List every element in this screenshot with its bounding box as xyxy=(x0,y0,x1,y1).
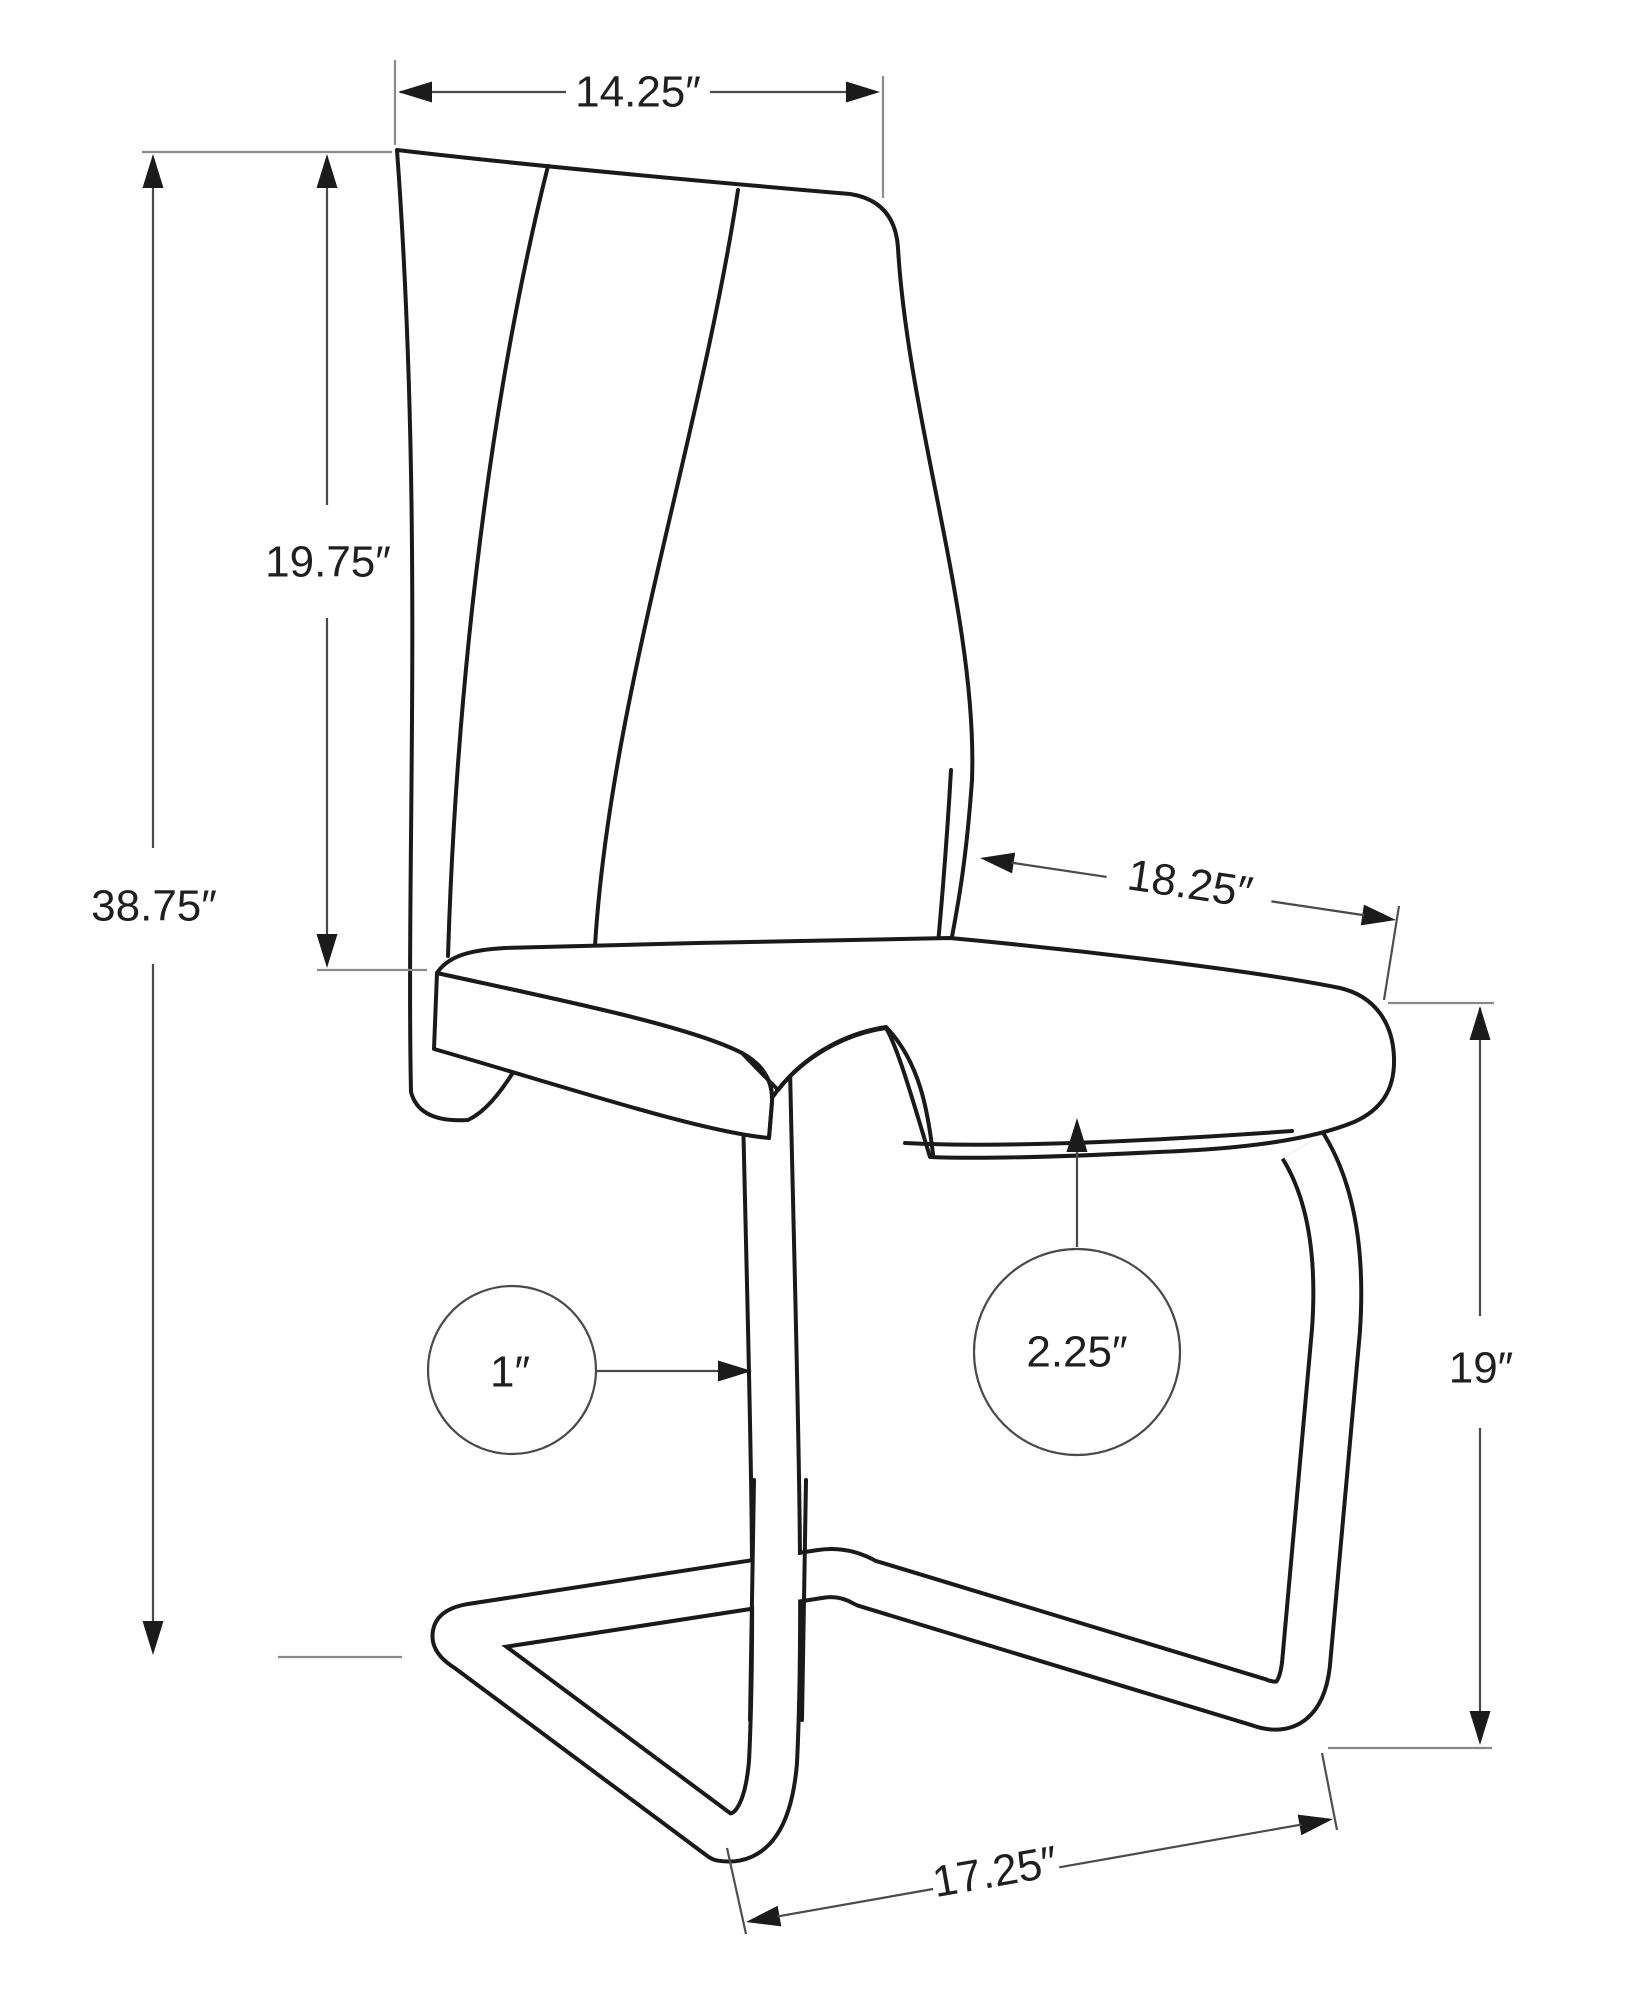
dimension-line xyxy=(1271,901,1364,915)
callout-seat-thickness xyxy=(974,1118,1180,1455)
callout-tube-diameter xyxy=(428,1286,752,1454)
dimension-line xyxy=(1012,863,1107,877)
dimension-label: 18.25″ xyxy=(1124,850,1256,918)
arrowhead-left xyxy=(398,82,432,103)
arrowhead-down xyxy=(317,934,338,968)
arrowhead-left xyxy=(744,1906,781,1933)
arrowhead-up xyxy=(1470,1006,1491,1040)
dimension-label: 2.25″ xyxy=(1026,1327,1128,1377)
arrowhead-left xyxy=(978,848,1015,874)
front-leg-edge-right xyxy=(802,1480,806,1720)
arrowhead-right xyxy=(846,82,880,103)
dimension-label: 38.75″ xyxy=(91,881,217,931)
dimension-total-height xyxy=(91,154,402,1657)
dimension-line xyxy=(1059,1825,1301,1868)
chair xyxy=(397,150,1394,1838)
arrowhead-down xyxy=(1470,1711,1491,1745)
arrowhead-right xyxy=(1298,1809,1335,1836)
dimension-label: 17.25″ xyxy=(928,1836,1062,1908)
dimension-label: 19.75″ xyxy=(265,537,391,587)
tube-frame-inner xyxy=(456,1068,1337,1838)
arrowhead-up xyxy=(317,154,338,188)
arrowhead-down xyxy=(143,1621,164,1655)
dimension-line xyxy=(778,1889,934,1916)
dimension-back-height xyxy=(142,152,427,970)
dimension-base-depth xyxy=(727,1753,1337,1934)
arrowhead-right xyxy=(1361,905,1398,931)
arrowhead-up xyxy=(143,154,164,188)
dimension-label: 14.25″ xyxy=(575,67,701,117)
dimension-label: 19″ xyxy=(1448,1343,1514,1393)
dimension-label: 1″ xyxy=(489,1347,531,1397)
